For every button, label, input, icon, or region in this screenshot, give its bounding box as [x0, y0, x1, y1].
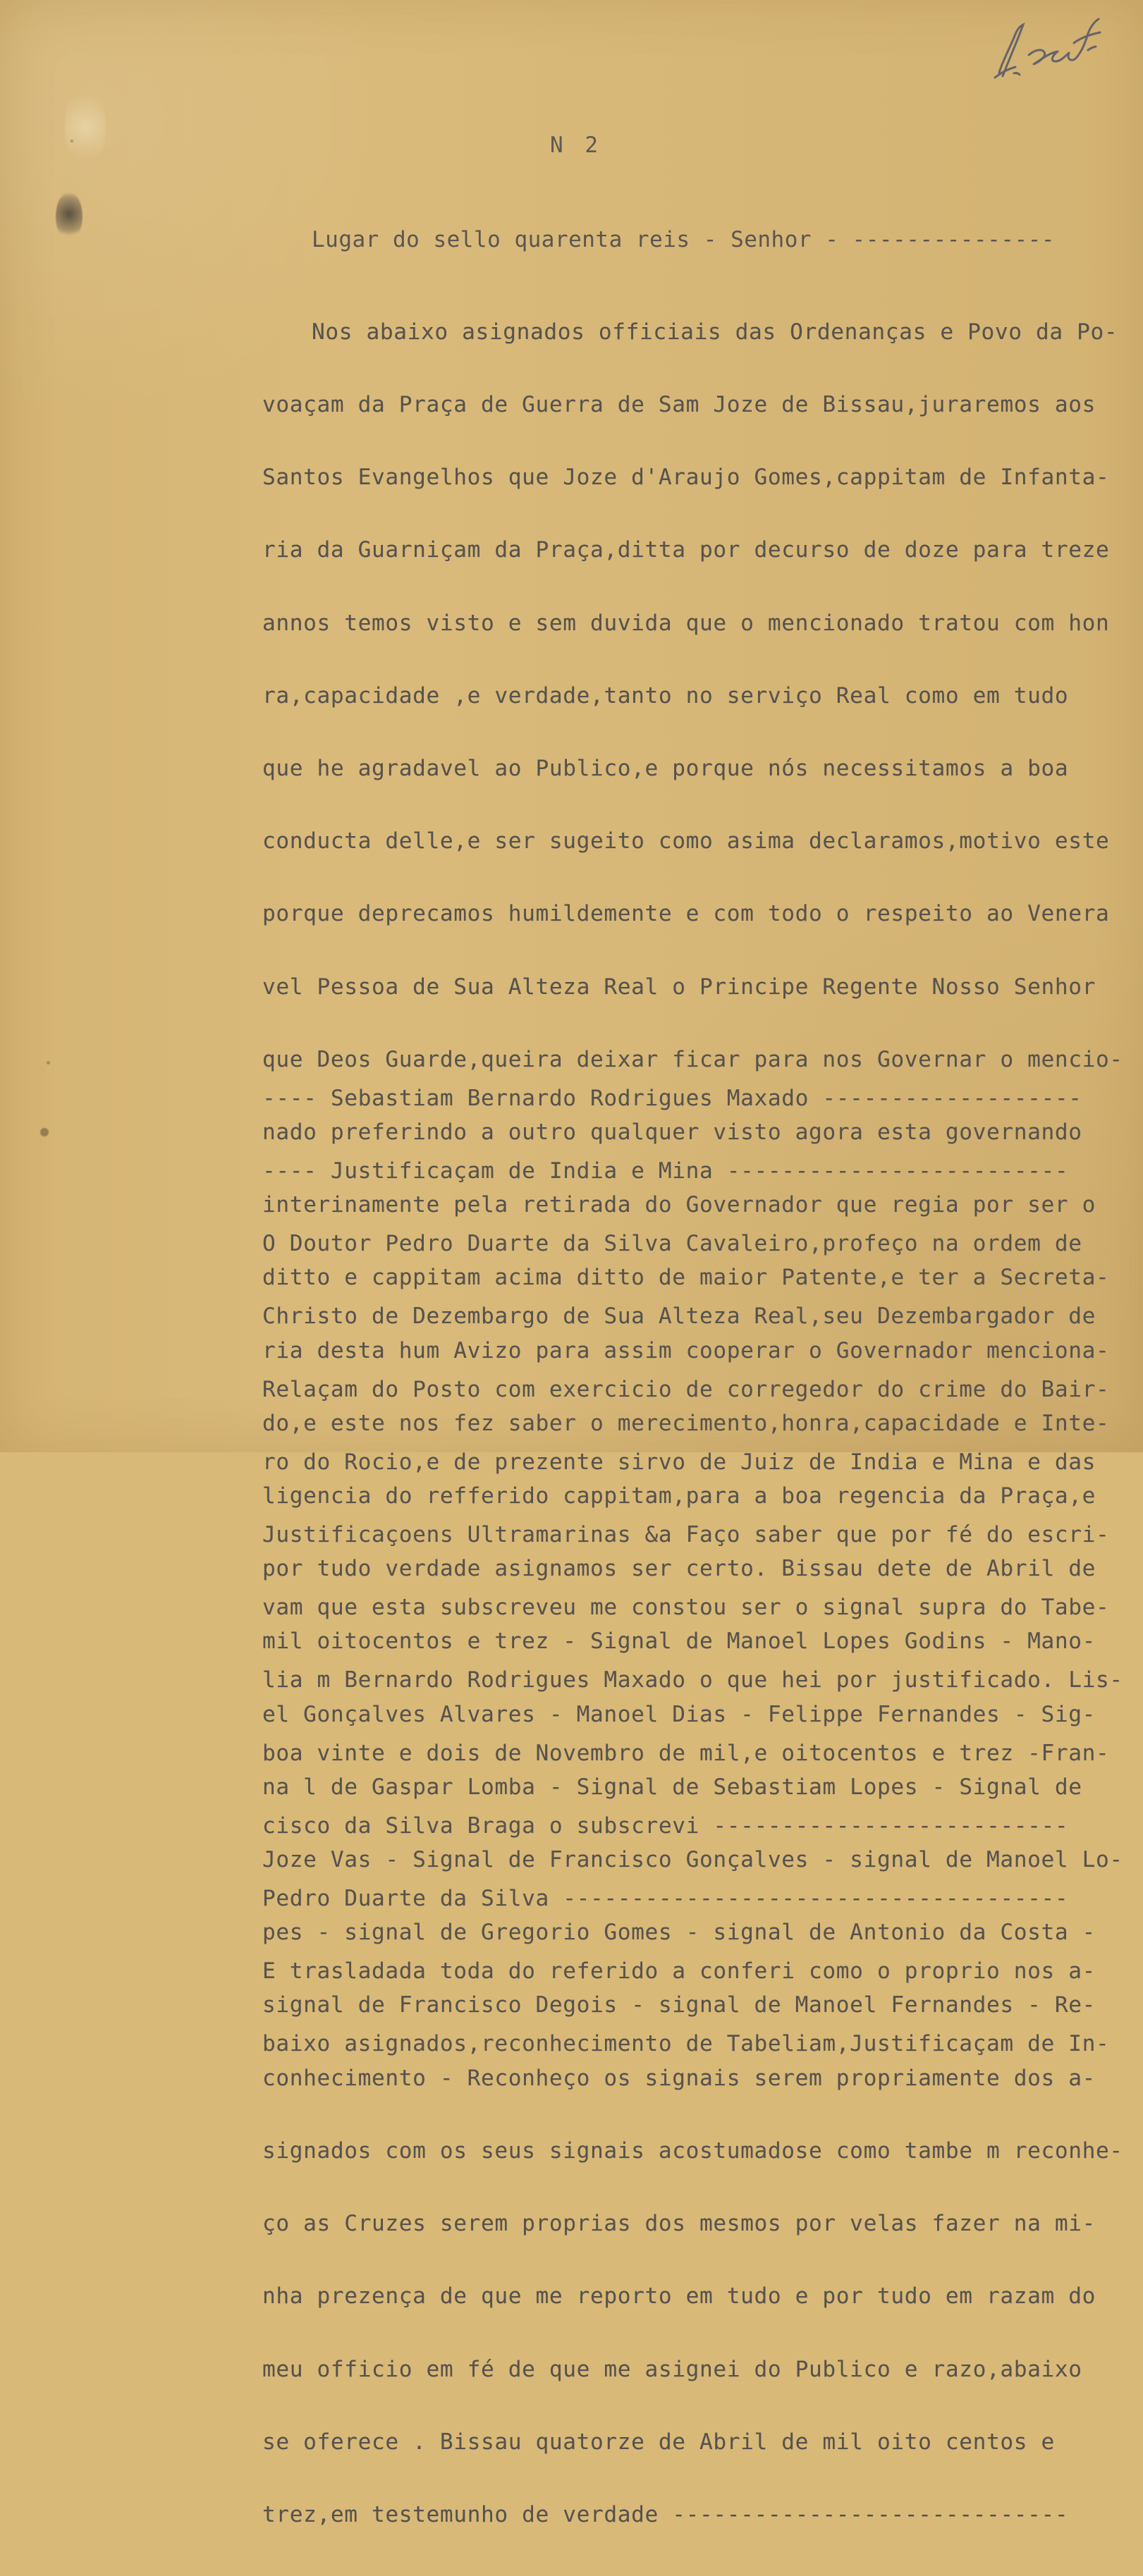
body-line: interinamente pela retirada do Governador que regia por ser o	[262, 1192, 1096, 1218]
paper-speck	[40, 1128, 49, 1136]
body-line: ria desta hum Avizo para assim cooperar o Governador menciona-	[262, 1337, 1110, 1363]
body-line: porque deprecamos humildemente e com todo o respeito ao Venera	[262, 901, 1110, 927]
body-line: trez,em testemunho de verdade -----------------------------	[262, 2501, 1069, 2527]
justification-line: baixo asignados,reconhecimento de Tabeliam,Justificaçam de In-	[262, 2031, 1110, 2057]
body-line: por tudo verdade asignamos ser certo. Bissau dete de Abril de	[262, 1556, 1096, 1582]
body-line: ligencia do refferido cappitam,para a boa regencia da Praça,e	[262, 1483, 1096, 1509]
punch-hole-mark	[56, 192, 82, 241]
body-line: vel Pessoa de Sua Alteza Real o Principe Regente Nosso Senhor	[262, 974, 1096, 1000]
body-line: que Deos Guarde,queira deixar ficar para nos Governar o mencio-	[262, 1046, 1123, 1072]
handwritten-annotation	[984, 11, 1104, 88]
body-line: na l de Gaspar Lomba - Signal de Sebastiam Lopes - Signal de	[262, 1774, 1082, 1800]
body-line: nha prezença de que me reporto em tudo e por tudo em razam do	[262, 2283, 1096, 2310]
paper-stain	[65, 85, 106, 169]
body-line: annos temos visto e sem duvida que o mencionado tratou com hon	[262, 610, 1110, 636]
justification-line: boa vinte e dois de Novembro de mil,e oitocentos e trez -Fran-	[262, 1740, 1110, 1766]
body-line: meu officio em fé de que me asignei do Publico e razo,abaixo	[262, 2356, 1082, 2382]
justification-line: Pedro Duarte da Silva -------------------------------------	[262, 1886, 1069, 1912]
justification-line: E trasladada toda do referido a conferi como o proprio nos a-	[262, 1958, 1096, 1985]
body-line: pes - signal de Gregorio Gomes - signal de Antonio da Costa -	[262, 1920, 1096, 1946]
justification-line: vam que esta subscreveu me constou ser o signal supra do Tabe-	[262, 1595, 1110, 1621]
body-line: ria da Guarniçam da Praça,ditta por decurso de doze para treze	[262, 537, 1110, 563]
document-heading: Lugar do sello quarenta reis - Senhor - ---------------	[312, 227, 1055, 252]
body-line: conducta delle,e ser sugeito como asima declaramos,motivo este	[262, 828, 1110, 854]
body-line: Nos abaixo asignados officiais das Ordenanças e Povo da Po-	[312, 319, 1118, 345]
body-line: el Gonçalves Alvares - Manoel Dias - Felippe Fernandes - Sig-	[262, 1701, 1096, 1727]
justification-line: Relaçam do Posto com exercicio de corregedor do crime do Bair-	[262, 1376, 1110, 1402]
page-number: N 2	[550, 133, 602, 158]
justification-line: cisco da Silva Braga o subscrevi --------------------------	[262, 1813, 1069, 1839]
body-line: signados com os seus signais acostumadose como tambe m reconhe-	[262, 2138, 1123, 2164]
justification-line: O Doutor Pedro Duarte da Silva Cavaleiro,profeço na ordem de	[262, 1231, 1082, 1257]
body-line: nado preferindo a outro qualquer visto agora esta governando	[262, 1120, 1082, 1146]
justification-line: ro do Rocio,e de prezente sirvo de Juiz de India e Mina e das	[262, 1449, 1096, 1475]
body-line: ditto e cappitam acima ditto de maior Patente,e ter a Secreta-	[262, 1265, 1110, 1291]
justification-line: Christo de Dezembargo de Sua Alteza Real,seu Dezembargador de	[262, 1304, 1096, 1330]
justification-line: lia m Bernardo Rodrigues Maxado o que hei por justificado. Lis-	[262, 1667, 1123, 1693]
body-line: voaçam da Praça de Guerra de Sam Joze de Bissau,juraremos aos	[262, 392, 1096, 418]
paper-speck	[71, 140, 73, 142]
body-line: que he agradavel ao Publico,e porque nós necessitamos a boa	[262, 756, 1069, 782]
body-line: signal de Francisco Degois - signal de Manoel Fernandes - Re-	[262, 1992, 1096, 2018]
body-line: ra,capacidade ,e verdade,tanto no serviço Real como em tudo	[262, 682, 1069, 709]
body-line: se oferece . Bissau quatorze de Abril de mil oito centos e	[262, 2429, 1055, 2455]
justification-line: ---- Justificaçam de India e Mina -------------------------	[262, 1158, 1069, 1184]
body-line: Santos Evangelhos que Joze d'Araujo Gomes,cappitam de Infanta-	[262, 465, 1110, 491]
paper-speck	[47, 1061, 50, 1065]
body-line: mil oitocentos e trez - Signal de Manoel Lopes Godins - Mano-	[262, 1629, 1096, 1655]
body-line: Joze Vas - Signal de Francisco Gonçalves - signal de Manoel Lo-	[262, 1847, 1123, 1873]
justification-line: ---- Sebastiam Bernardo Rodrigues Maxado -------------------	[262, 1085, 1082, 1111]
body-line: ço as Cruzes serem proprias dos mesmos por velas fazer na mi-	[262, 2211, 1096, 2237]
body-line: do,e este nos fez saber o merecimento,honra,capacidade e Inte-	[262, 1410, 1110, 1436]
justification-text-block	[262, 1038, 1130, 2105]
justification-line: Justificaçoens Ultramarinas &a Faço saber que por fé do escri-	[262, 1522, 1110, 1548]
body-line: conhecimento - Reconheço os signais serem propriamente dos a-	[262, 2065, 1096, 2091]
